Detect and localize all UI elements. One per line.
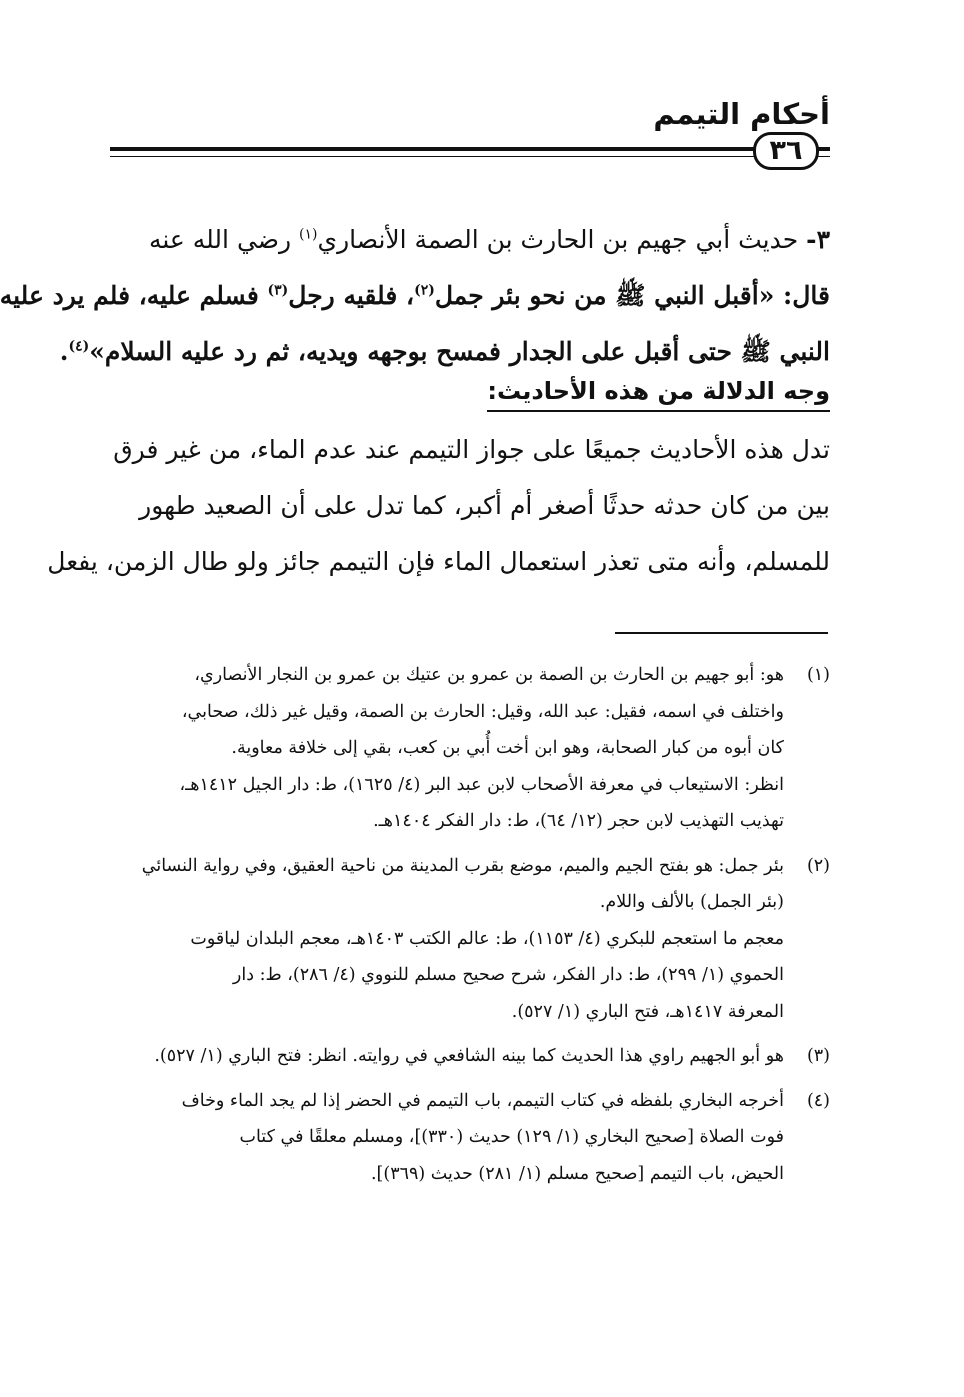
paragraph-line: بين من كان حدثه حدثًا أصغر أم أكبر، كما تدل على أن الصعيد طهور — [139, 491, 830, 520]
footnote-ref: (٣) — [267, 282, 289, 299]
footnote-ref: (٤) — [68, 338, 90, 355]
footnote-line: تهذيب التهذيب لابن حجر (١٢/ ٦٤)، ط: دار الفكر ١٤٠٤هـ. — [373, 811, 784, 831]
footnote-ref: (١) — [299, 226, 318, 243]
footnote-number: (٢) — [806, 855, 830, 876]
footnote-line: فوت الصلاة [صحيح البخاري (١/ ١٢٩) حديث (٣٣٠)]، ومسلم معلقًا في كتاب — [239, 1127, 784, 1147]
hadith-line-tail: فسلم عليه، فلم يرد عليه — [0, 281, 268, 310]
running-title: أحكام التيمم — [653, 97, 830, 131]
body-paragraph — [47, 422, 830, 590]
hadith-line-tail: ، فلقيه رجل — [288, 281, 415, 310]
footnote-line: بئر جمل: هو بفتح الجيم والميم، موضع بقرب المدينة من ناحية العقيق، وفي رواية النسائي — [141, 855, 784, 876]
footnote-ref: (٢) — [414, 282, 435, 299]
hadith-line-1 — [130, 212, 830, 268]
footnote-line: الحموي (١/ ٢٩٩)، ط: دار الفكر، شرح صحيح مسلم للنووي (٤/ ٢٨٦)، ط: دار — [232, 965, 784, 985]
footnote-separator — [615, 632, 828, 634]
header-rule-thin — [110, 156, 830, 157]
footnote-number: (٣) — [806, 1046, 830, 1066]
footnote-line: كان أبوه من كبار الصحابة، وهو ابن أخت أُبي بن كعب، بقي إلى خلافة معاوية. — [231, 738, 784, 758]
hadith-number: ٣- — [806, 225, 830, 254]
footnote-4 — [130, 1083, 830, 1193]
footnote-line: الحيض، باب التيمم [صحيح مسلم (١/ ٢٨١) حديث (٣٦٩)]. — [370, 1163, 784, 1184]
footnote-line: هو: أبو جهيم بن الحارث بن الصمة بن عمرو بن عتيك بن عمرو بن النجار الأنصاري، — [194, 665, 784, 685]
paragraph-line: للمسلم، وأنه متى تعذر استعمال الماء فإن التيمم جائز ولو طال الزمن، يفعل — [47, 547, 830, 576]
footnotes — [130, 657, 830, 1200]
footnote-line: (بئر الجمل) بالألف واللام. — [599, 892, 784, 912]
footnote-line: معجم ما استعجم للبكري (٤/ ١١٥٣)، ط: عالم الكتب ١٤٠٣هـ، معجم البلدان لياقوت — [190, 928, 784, 949]
hadith-line-text: النبي ﷺ حتى أقبل على الجدار فمسح بوجهه ويديه، ثم رد عليه السلام» — [89, 337, 830, 366]
hadith-line-text: حديث أبي جهيم بن الحارث بن الصمة الأنصاري — [317, 225, 799, 254]
footnote-2 — [130, 848, 830, 1031]
paragraph-line: تدل هذه الأحاديث جميعًا على جواز التيمم عند عدم الماء، من غير فرق — [113, 435, 830, 464]
footnote-number: (١) — [806, 665, 830, 685]
hadith-line-text: قال: «أقبل النبي ﷺ من نحو بئر جمل — [434, 281, 830, 310]
hadith-line-tail: رضي الله عنه — [148, 225, 300, 254]
footnote-line: المعرفة ١٤١٧هـ، فتح الباري (١/ ٥٢٧). — [511, 1001, 784, 1022]
footnote-line: واختلف في اسمه، فقيل: عبد الله، وقيل: الحارث بن الصمة، وقيل غير ذلك، صحابي، — [181, 701, 784, 722]
footnote-line: انظر: الاستيعاب في معرفة الأصحاب لابن عبد البر (٤/ ١٦٢٥)، ط: دار الجيل ١٤١٢هـ، — [179, 774, 784, 795]
footnote-line: هو أبو الجهيم راوي هذا الحديث كما بينه الشافعي في روايته. انظر: فتح الباري (١/ ٥٢٧). — [154, 1046, 784, 1066]
section-heading: وجه الدلالة من هذه الأحاديث: — [487, 376, 830, 412]
footnote-number: (٤) — [806, 1090, 830, 1111]
hadith-line-2 — [0, 268, 830, 324]
hadith-block — [0, 212, 830, 380]
header-rule-thick — [110, 147, 830, 151]
hadith-line-tail: . — [59, 337, 69, 366]
hadith-line-3 — [59, 324, 830, 380]
footnote-1 — [130, 657, 830, 840]
footnote-3 — [130, 1038, 830, 1075]
page-number: ٣٦ — [753, 132, 819, 170]
footnote-line: أخرجه البخاري بلفظه في كتاب التيمم، باب التيمم في الحضر إذا لم يجد الماء وخاف — [181, 1090, 784, 1111]
